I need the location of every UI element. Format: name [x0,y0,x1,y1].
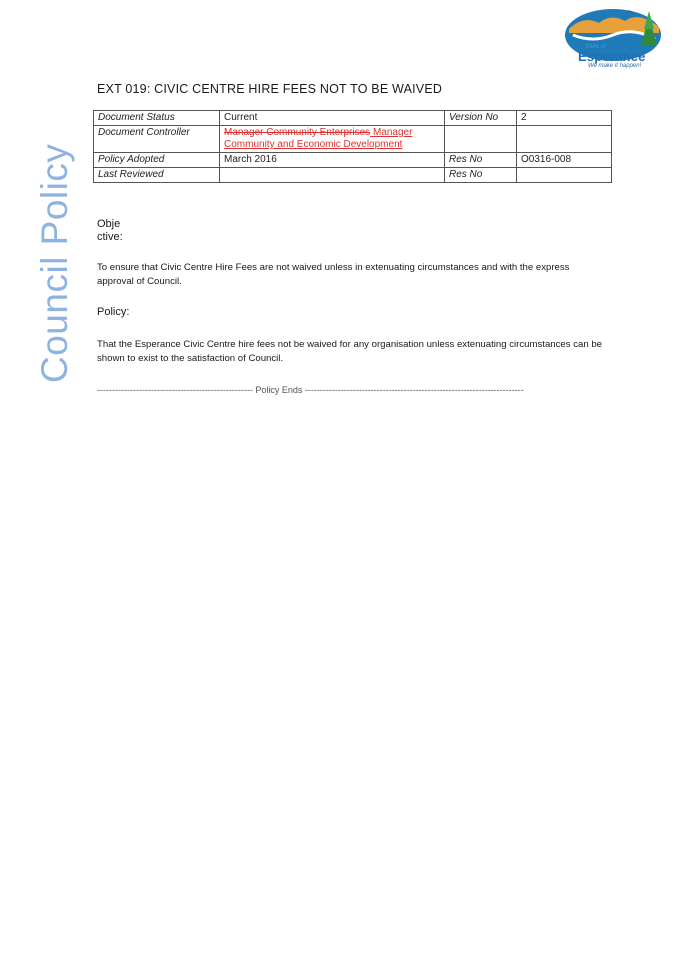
table-row [94,111,612,126]
table-row [94,153,612,168]
controller-label: Document Controller [94,126,220,153]
res-label-2: Res No [445,168,517,183]
policy-end-marker: ---------------------------------------------------- Policy Ends ------------------------------------------------------------------------- [97,385,524,395]
objective-text: To ensure that Civic Centre Hire Fees are not waived unless in extenuating circumstances and with the express approval of Council. [97,262,570,287]
res-value: O0316-008 [517,153,612,168]
adopted-value: March 2016 [220,153,445,168]
table-row [94,168,612,183]
status-label: Document Status [94,111,220,126]
logo-shire-of: Shire of [585,44,606,50]
version-value: 2 [517,111,612,126]
policy-text: That the Esperance Civic Centre hire fees not be waived for any organisation unless extenuating circumstances can be shown to exist to the satisfaction of Council. [97,339,603,364]
logo-tagline: We make it happen! [588,63,642,69]
objective-heading: Obje ctive: [97,218,123,243]
adopted-label: Policy Adopted [94,153,220,168]
reviewed-label: Last Reviewed [94,168,220,183]
logo-name: Esperance [578,49,646,64]
reviewed-value [220,168,445,183]
document-title: EXT 019: CIVIC CENTRE HIRE FEES NOT TO BE WAIVED [97,82,443,96]
controller-deleted-text: Manager Community Enterprises [224,127,371,138]
shire-logo [563,5,667,85]
policy-heading: Policy: [97,306,130,318]
controller-value [220,126,445,153]
document-meta-table [93,110,612,183]
res-label: Res No [445,153,517,168]
council-policy-vertical-label: Council Policy [34,143,75,383]
status-value: Current [220,111,445,126]
version-label: Version No [445,111,517,126]
res-value-2 [517,168,612,183]
controller-inserted-text: Manager Community and Economic Development [224,127,413,150]
table-row [94,126,612,153]
